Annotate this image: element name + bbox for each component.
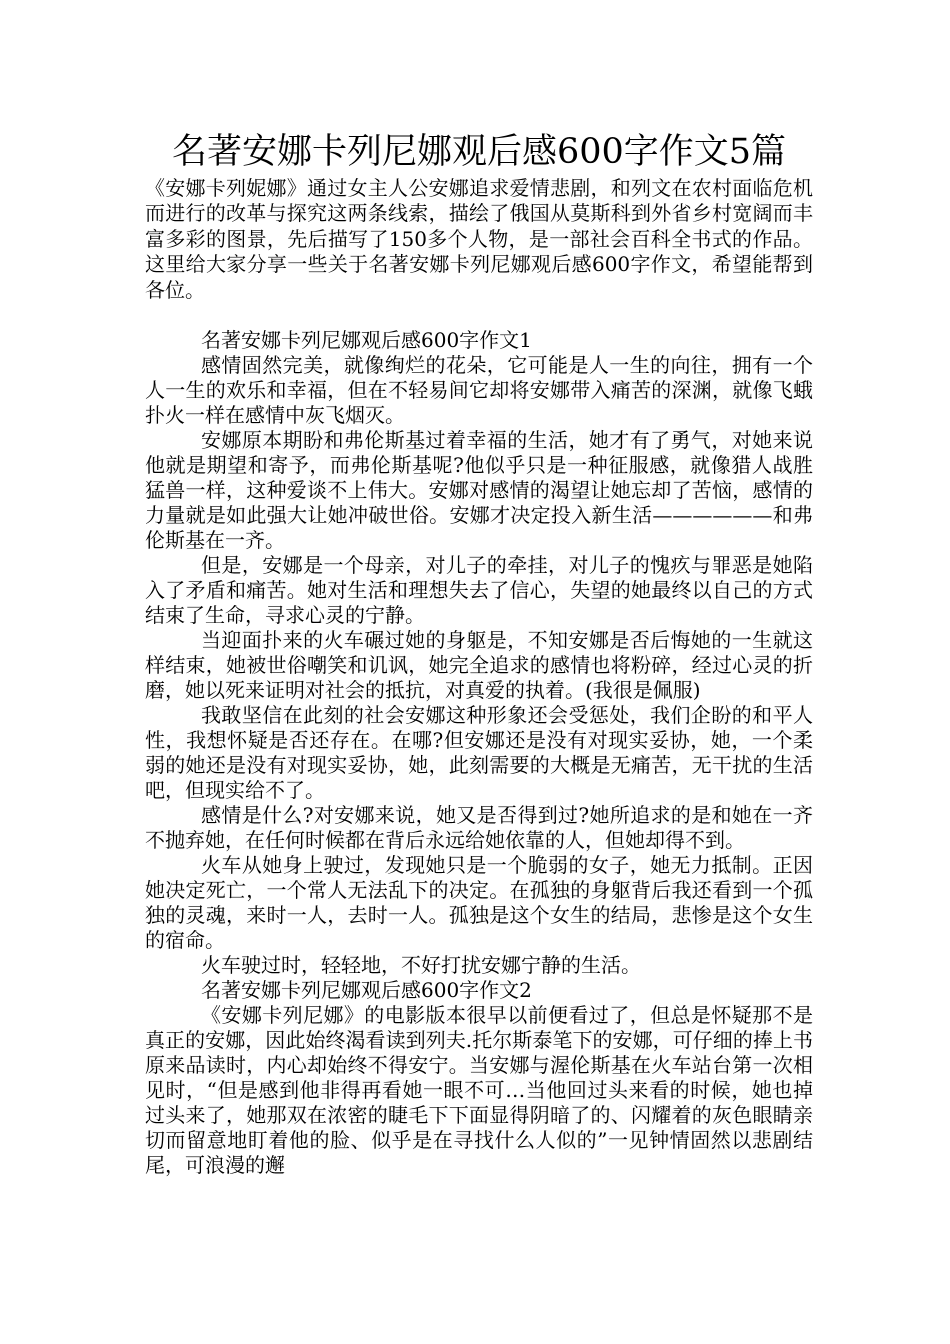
blank-line	[145, 303, 813, 328]
body-paragraph: 我敢坚信在此刻的社会安娜这种形象还会受惩处，我们企盼的和平人性，我想怀疑是否还存在。在哪?但安娜还是没有对现实妥协，她，一个柔弱的她还是没有对现实妥协，她，此刻需要的大概是无痛苦，无干扰的生活吧，但现实给不了。	[145, 703, 813, 803]
intro-paragraph: 《安娜卡列妮娜》通过女主人公安娜追求爱情悲剧，和列文在农村面临危机而进行的改革与探究这两条线索，描绘了俄国从莫斯科到外省乡村宽阔而丰富多彩的图景，先后描写了150多个人物，是一部社会百科全书式的作品。这里给大家分享一些关于名著安娜卡列尼娜观后感600字作文，希望能帮到各位。	[145, 176, 813, 302]
body-paragraph: 火车从她身上驶过，发现她只是一个脆弱的女子，她无力抵制。正因她决定死亡，一个常人无法乱下的决定。在孤独的身躯背后我还看到一个孤独的灵魂，来时一人，去时一人。孤独是这个女生的结局，悲惨是这个女生的宿命。	[145, 853, 813, 953]
section-heading-1: 名著安娜卡列尼娜观后感600字作文1	[201, 328, 532, 353]
body-paragraph: 《安娜卡列尼娜》的电影版本很早以前便看过了，但总是怀疑那不是真正的安娜，因此始终渴看读到列夫.托尔斯泰笔下的安娜，可仔细的捧上书原来品读时，内心却始终不得安宁。当安娜与渥伦斯基在火车站台第一次相见时，“但是感到他非得再看她一眼不可…当他回过头来看的时候，她也掉过头来了，她那双在浓密的睫毛下下面显得阴暗了的、闪耀着的灰色眼睛亲切而留意地盯着他的脸、似乎是在寻找什么人似的”一见钟情固然以悲剧结尾，可浪漫的邂	[145, 1003, 813, 1178]
body-paragraph: 但是，安娜是一个母亲，对儿子的牵挂，对儿子的愧疚与罪恶是她陷入了矛盾和痛苦。她对生活和理想失去了信心，失望的她最终以自己的方式结束了生命，寻求心灵的宁静。	[145, 553, 813, 628]
body-paragraph: 当迎面扑来的火车碾过她的身躯是，不知安娜是否后悔她的一生就这样结束，她被世俗嘲笑和讥讽，她完全追求的感情也将粉碎，经过心灵的折磨，她以死来证明对社会的抵抗，对真爱的执着。(我很是佩服)	[145, 628, 813, 703]
page-title: 名著安娜卡列尼娜观后感600字作文5篇	[171, 132, 787, 172]
body-paragraph: 感情固然完美，就像绚烂的花朵，它可能是人一生的向往，拥有一个人一生的欢乐和幸福，但在不轻易间它却将安娜带入痛苦的深渊，就像飞蛾扑火一样在感情中灰飞烟灭。	[145, 353, 813, 428]
document-page	[145, 128, 813, 1178]
body-paragraph: 感情是什么?对安娜来说，她又是否得到过?她所追求的是和她在一齐不抛弃她，在任何时候都在背后永远给她依靠的人，但她却得不到。	[145, 803, 813, 853]
body-paragraph: 安娜原本期盼和弗伦斯基过着幸福的生活，她才有了勇气，对她来说他就是期望和寄予，而弗伦斯基呢?他似乎只是一种征服感，就像猎人战胜猛兽一样，这种爱谈不上伟大。安娜对感情的渴望让她忘却了苦恼，感情的力量就是如此强大让她冲破世俗。安娜才决定投入新生活——————和弗伦斯基在一齐。	[145, 428, 813, 553]
section-heading-2: 名著安娜卡列尼娜观后感600字作文2	[201, 978, 532, 1003]
body-paragraph: 火车驶过时，轻轻地，不好打扰安娜宁静的生活。	[201, 953, 641, 978]
